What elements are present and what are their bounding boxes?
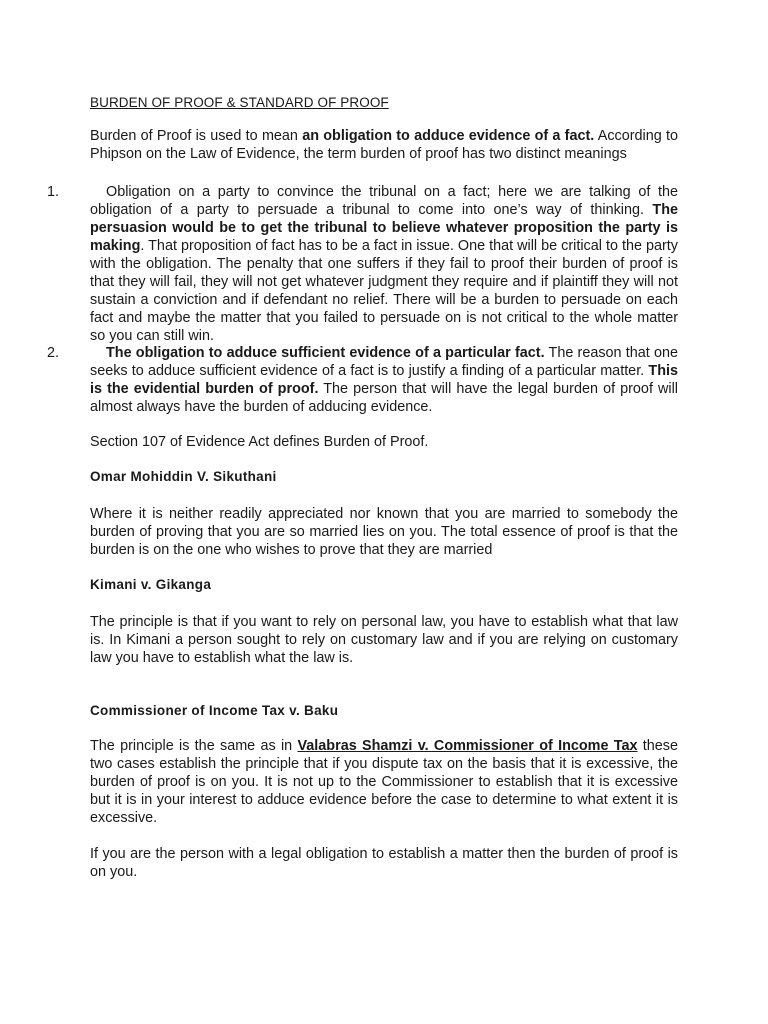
intro-text-1: Burden of Proof is used to mean bbox=[90, 128, 303, 144]
item-2-text-1: The reason that one seeks to adduce sufficient evidence of a fact is to justify a finding of a particular matter. bbox=[90, 345, 679, 379]
item-1-bold-text: The persuasion would be to get the tribunal to believe whatever proposition the party is making bbox=[90, 202, 678, 254]
case-heading-commissioner: Commissioner of Income Tax v. Baku bbox=[90, 703, 339, 718]
item-1-text-2: . That proposition of fact has to be a fact in issue. One that will be critical to the party with the obligation. The penalty that one suffers if they fail to proof their burden of proof is that they will fail, they will not get whatever judgment they require and if plaintiff they will not sustain a conviction and if defendant no relief. There will be a burden to persuade on each fact and maybe the matter that you failed to persuade on is not critical to the whole matter so you can still win. bbox=[90, 238, 678, 344]
item-number-2: 2. bbox=[47, 345, 60, 361]
page-title: BURDEN OF PROOF & STANDARD OF PROOF bbox=[90, 95, 389, 110]
case-text-commissioner bbox=[90, 737, 678, 827]
case-heading-omar: Omar Mohiddin V. Sikuthani bbox=[90, 469, 277, 484]
intro-text-2: According to Phipson on the Law of Evidence, the term burden of proof has two distinct meanings bbox=[90, 128, 678, 162]
case-text-omar: Where it is neither readily appreciated nor known that you are married to somebody the burden of proving that you are so married lies on you. The total essence of proof is that the burden is on the one who wishes to prove that they are married bbox=[90, 506, 678, 558]
case-text-kimani: The principle is that if you want to rely on personal law, you have to establish what that law is. In Kimani a person sought to rely on customary law and if you are relying on customary law you have to establish what the law is. bbox=[90, 614, 678, 666]
item-2-text-2: The person that will have the legal burden of proof will almost always have the burden of adducing evidence. bbox=[90, 381, 678, 415]
case-heading-kimani: Kimani v. Gikanga bbox=[90, 577, 212, 592]
item-2-bold-text-1: The obligation to adduce sufficient evidence of a particular fact. bbox=[106, 345, 545, 361]
intro-paragraph bbox=[90, 127, 678, 163]
list-item-2 bbox=[90, 344, 678, 416]
commissioner-text-2: these two cases establish the principle that if you dispute tax on the basis that it is excessive, the burden of proof is on you. It is not up to the Commissioner to establish that it is excessive but it is in your interest to adduce evidence before the case to determine to what extent it is excessive. bbox=[90, 738, 679, 826]
intro-bold-text: an obligation to adduce evidence of a fact. bbox=[302, 128, 595, 144]
list-item-1 bbox=[90, 183, 678, 345]
commissioner-text-1: The principle is the same as in bbox=[90, 738, 298, 754]
closing-paragraph: If you are the person with a legal obligation to establish a matter then the burden of proof is on you. bbox=[90, 846, 678, 880]
case-reference-valabras: Valabras Shamzi v. Commissioner of Income Tax bbox=[297, 738, 638, 754]
item-2-bold-text-2: This is the evidential burden of proof. bbox=[90, 363, 678, 397]
section-107-paragraph: Section 107 of Evidence Act defines Burden of Proof. bbox=[90, 434, 429, 450]
item-1-text-1: Obligation on a party to convince the tribunal on a fact; here we are talking of the obligation of a party to persuade a tribunal to come into one’s way of thinking. bbox=[90, 184, 678, 218]
item-number-1: 1. bbox=[47, 184, 60, 200]
